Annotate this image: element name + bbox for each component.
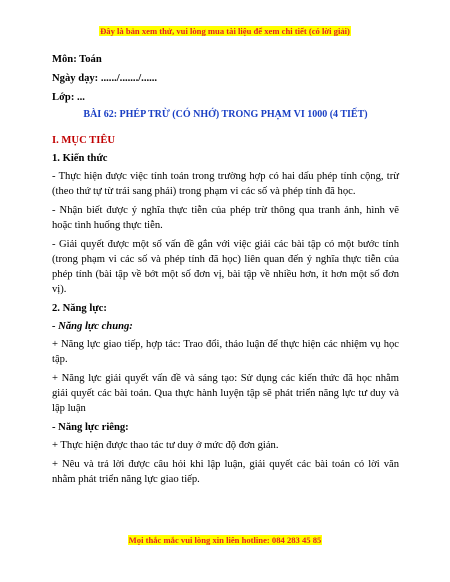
- document-content: [52, 52, 399, 487]
- knowledge-item: - Thực hiện được việc tính toán trong trường hợp có hai dấu phép tính cộng, trừ (theo thứ tự từ trái sang phải) trong phạm vi các số và phép tính đã học.: [52, 171, 399, 197]
- specific-competence-item: + Nêu và trả lời được câu hỏi khi lập luận, giải quyết các bài toán có lời văn nhằm phát triển năng lực giao tiếp.: [52, 459, 399, 485]
- general-competence-item: + Năng lực giải quyết vấn đề và sáng tạo: Sử dụng các kiến thức đã học nhằm giải quyết các bài toán. Qua thực hành luyện tập sẽ phát triển năng lực tư duy và lập luận: [52, 373, 399, 414]
- lesson-title: BÀI 62: PHÉP TRỪ (CÓ NHỚ) TRONG PHẠM VI 1000 (4 TIẾT): [83, 109, 368, 120]
- preview-notice-banner: [0, 26, 450, 36]
- competence-heading: 2. Năng lực:: [52, 303, 107, 314]
- knowledge-item: - Nhận biết được ý nghĩa thực tiễn của phép trừ thông qua tranh ảnh, hình vẽ hoặc tình huống thực tiễn.: [52, 205, 399, 231]
- general-competence-heading: - Năng lực chung:: [52, 321, 133, 332]
- specific-competence-heading: - Năng lực riêng:: [52, 422, 129, 433]
- specific-competence-item: + Thực hiện được thao tác tư duy ở mức độ đơn giản.: [52, 440, 279, 451]
- section-title-objectives: I. MỤC TIÊU: [52, 135, 116, 146]
- general-competence-item: + Năng lực giao tiếp, hợp tác: Trao đổi, thảo luận để thực hiện các nhiệm vụ học tập.: [52, 339, 399, 365]
- knowledge-item: - Giải quyết được một số vấn đề gắn với việc giải các bài tập có một bước tính (trong phạm vi các số và phép tính đã học) liên quan đến ý nghĩa thực tiễn của phép tính (bài tập về bớt một số đơn vị, bài tập về nhiều hơn, ít hơn một số đơn vị).: [52, 239, 399, 295]
- hotline-banner: [0, 535, 450, 545]
- date-line: Ngày dạy: ....../......./......: [52, 73, 158, 84]
- class-line: Lớp: ...: [52, 92, 85, 103]
- knowledge-heading: 1. Kiến thức: [52, 153, 108, 164]
- subject-line: Môn: Toán: [52, 54, 102, 65]
- preview-notice-text: Đây là bản xem thử, vui lòng mua tài liệu để xem chi tiết (có lời giải): [100, 26, 350, 36]
- hotline-text: Mọi thắc mắc vui lòng xin liên hotline: 084 283 45 85: [128, 535, 322, 545]
